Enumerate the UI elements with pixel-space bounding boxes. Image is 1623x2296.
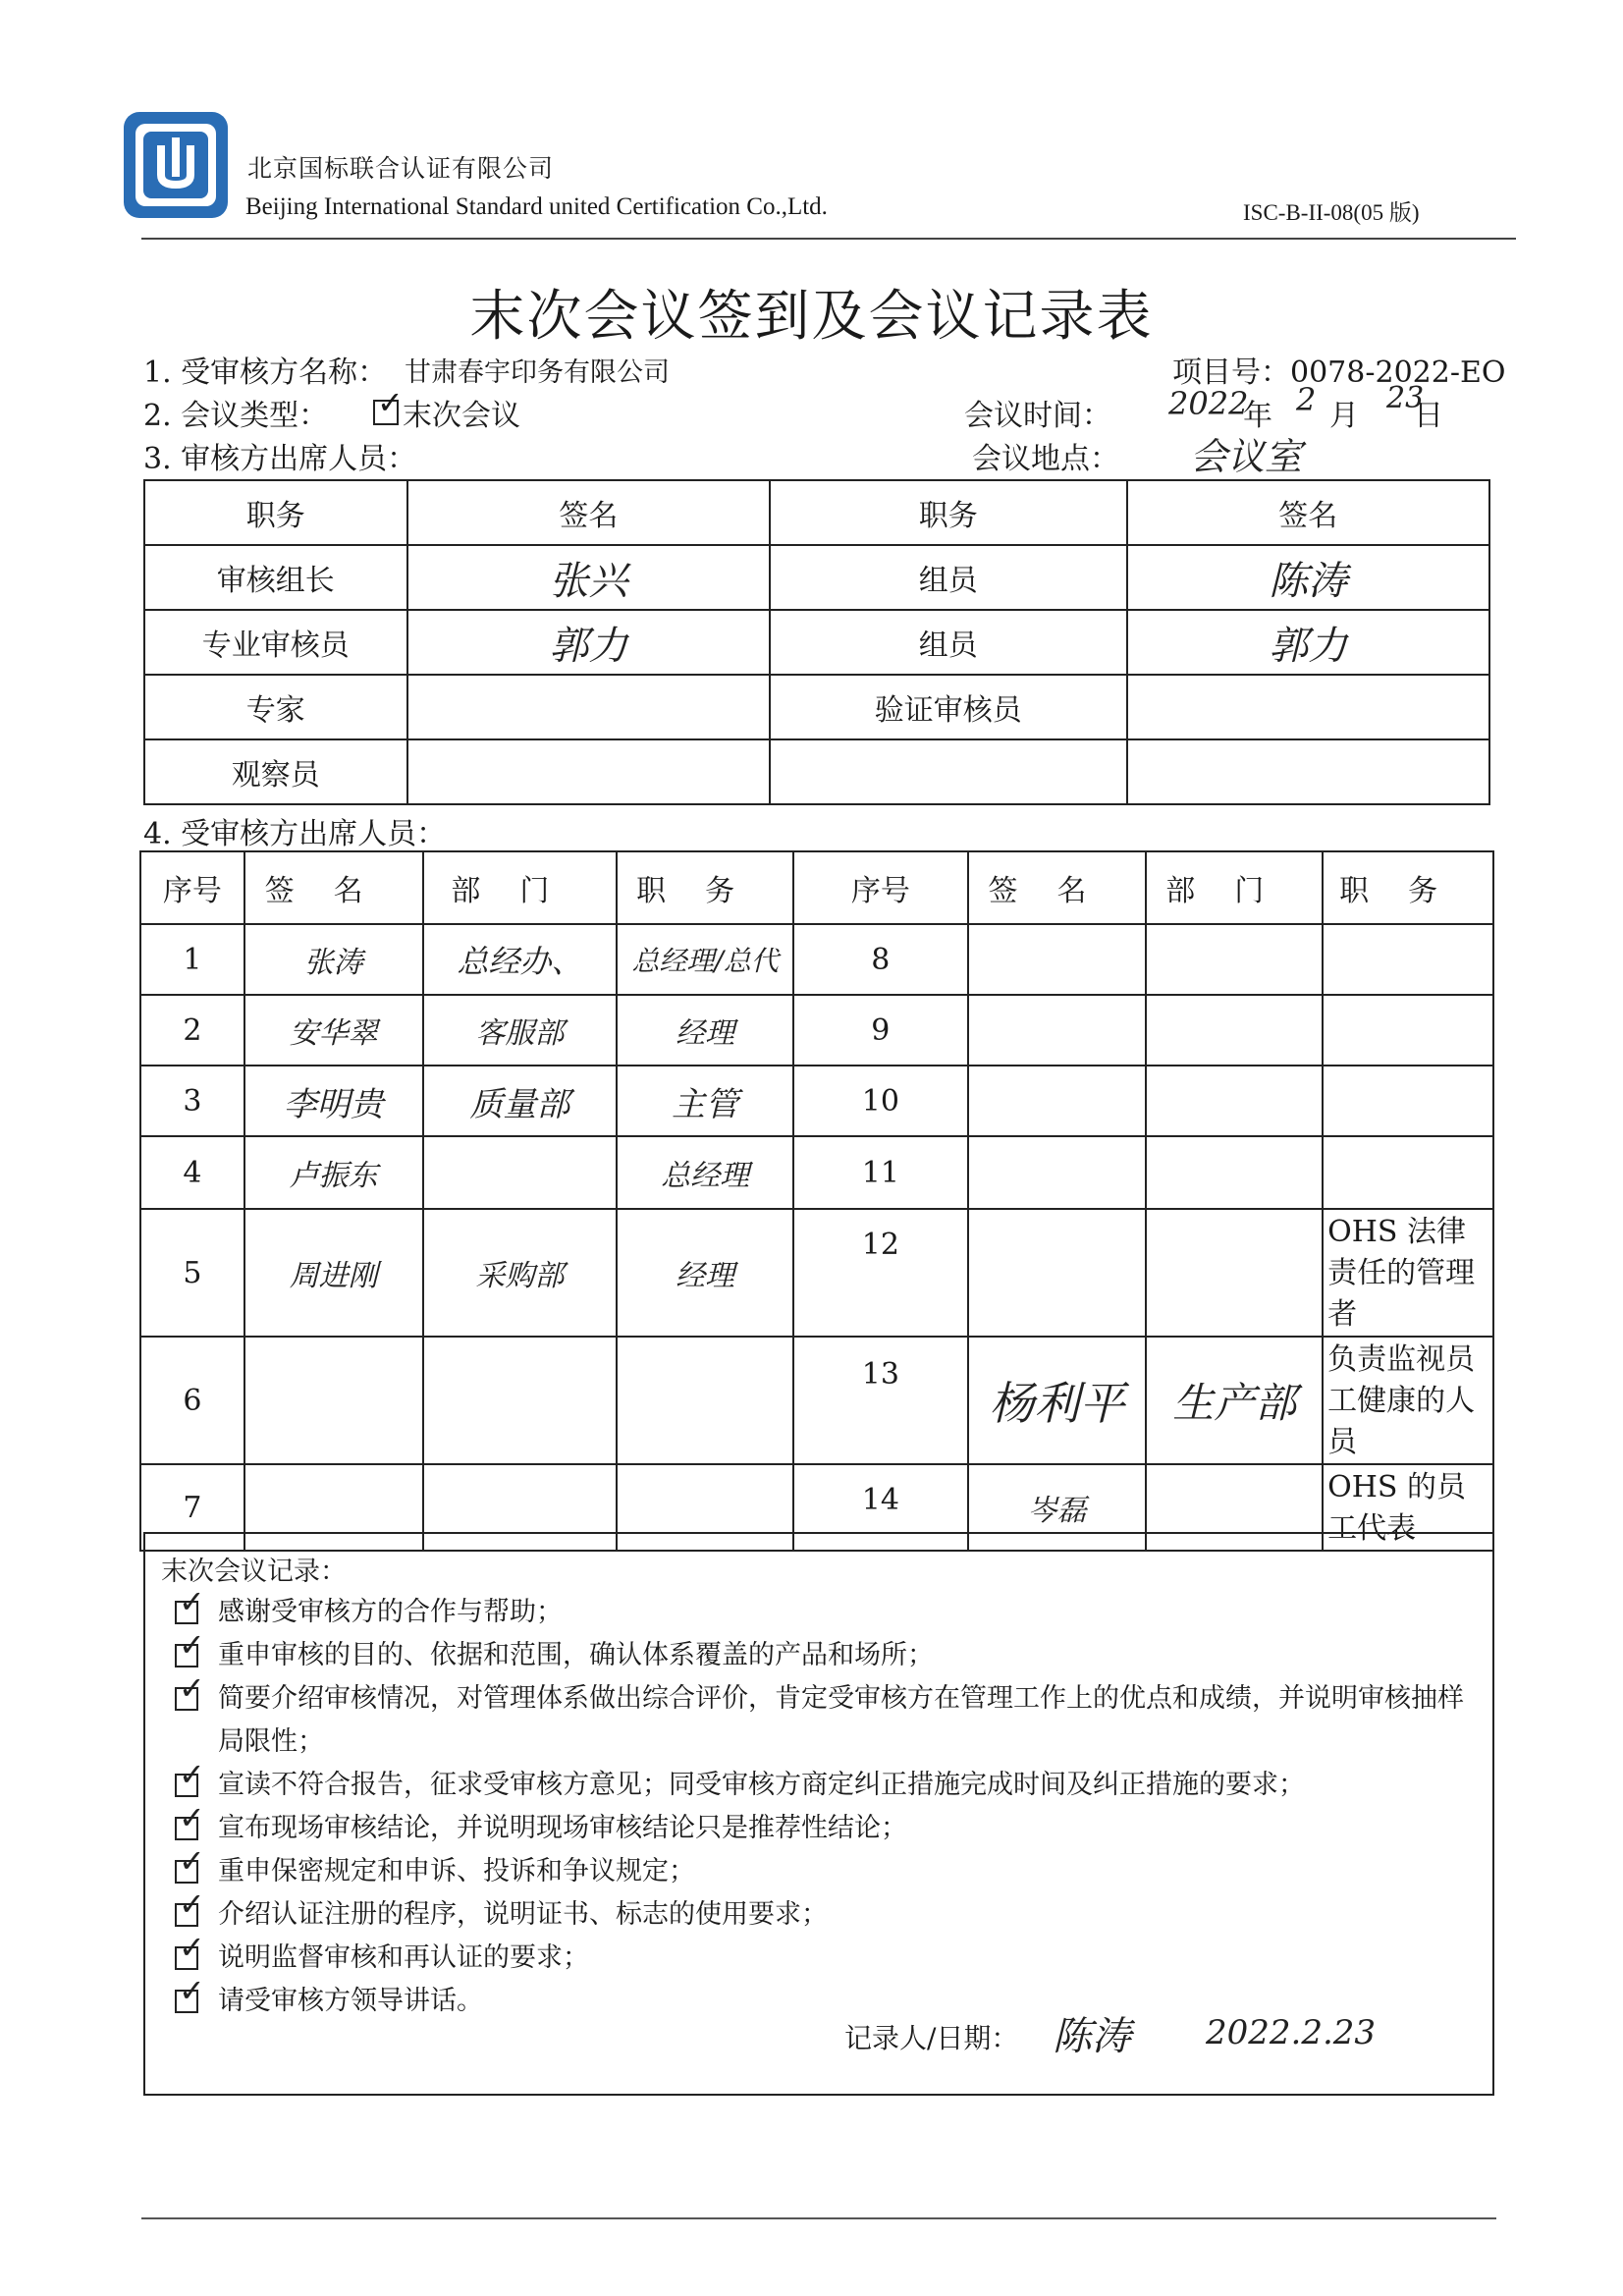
header-number: 序号 xyxy=(793,851,968,924)
number-cell: 11 xyxy=(793,1136,968,1209)
role-cell: 专业审核员 xyxy=(144,610,407,675)
attendee-row xyxy=(140,1136,1493,1209)
signature-cell: 郭力 xyxy=(407,610,770,675)
attendee-row xyxy=(140,995,1493,1066)
header-role: 职务 xyxy=(770,480,1126,545)
minutes-item-text: 重申审核的目的、依据和范围，确认体系覆盖的产品和场所； xyxy=(218,1640,934,1670)
checkbox-icon xyxy=(175,1644,198,1667)
signature-cell: 安华翠 xyxy=(244,995,423,1066)
role-cell: 专家 xyxy=(144,675,407,739)
form-code: ISC-B-II-08(05 版) xyxy=(1243,200,1420,225)
position-cell xyxy=(1323,995,1493,1066)
position-cell: 经理 xyxy=(617,995,793,1066)
minutes-item xyxy=(175,1634,1485,1677)
department-cell xyxy=(423,1136,618,1209)
number-cell: 14 xyxy=(793,1464,968,1551)
meeting-day: 23 xyxy=(1386,381,1425,415)
position-cell xyxy=(617,1337,793,1464)
signature-cell xyxy=(968,1066,1147,1136)
department-cell xyxy=(1146,1136,1323,1209)
role-cell: 组员 xyxy=(770,545,1126,610)
checkbox-icon xyxy=(175,1687,198,1711)
meeting-place-label: 会议地点： xyxy=(972,442,1119,476)
meeting-time-label: 会议时间： xyxy=(964,399,1111,433)
minutes-item-text: 介绍认证注册的程序，说明证书、标志的使用要求； xyxy=(218,1899,828,1930)
meeting-type-checkbox xyxy=(373,384,404,425)
minutes-item-text: 宣布现场审核结论，并说明现场审核结论只是推荐性结论； xyxy=(218,1813,907,1843)
header-signature: 签名 xyxy=(244,851,423,924)
minutes-item xyxy=(175,1764,1485,1807)
department-cell: 生产部 xyxy=(1146,1337,1323,1464)
header-position: 职务 xyxy=(1323,851,1493,924)
number-cell: 6 xyxy=(140,1337,244,1464)
signature-cell: 杨利平 xyxy=(968,1337,1147,1464)
minutes-item xyxy=(175,1937,1485,1980)
number-cell: 1 xyxy=(140,924,244,995)
signature-cell xyxy=(407,739,770,804)
minutes-item-text: 感谢受审核方的合作与帮助； xyxy=(218,1597,563,1627)
position-cell: 主管 xyxy=(617,1066,793,1136)
signature-cell: 郭力 xyxy=(1127,610,1489,675)
number-cell: 5 xyxy=(140,1209,244,1337)
signature-cell xyxy=(244,1337,423,1464)
minutes-item xyxy=(175,1591,1485,1634)
department-cell: 总经办、 xyxy=(423,924,618,995)
minutes-item-text: 说明监督审核和再认证的要求； xyxy=(218,1942,589,1973)
header-signature: 签名 xyxy=(1127,480,1489,545)
attendee-row xyxy=(140,1337,1493,1464)
header-department: 部门 xyxy=(423,851,618,924)
department-cell xyxy=(1146,924,1323,995)
company-name-en: Beijing International Standard united Certification Co.,Ltd. xyxy=(245,193,828,220)
checkbox-icon xyxy=(175,1601,198,1624)
meeting-day-suffix: 日 xyxy=(1414,399,1443,433)
company-name-cn: 北京国标联合认证有限公司 xyxy=(247,154,555,183)
meeting-type-label: 2. 会议类型： xyxy=(143,399,329,433)
department-cell xyxy=(1146,1066,1323,1136)
signature-cell: 陈涛 xyxy=(1127,545,1489,610)
role-cell: 组员 xyxy=(770,610,1126,675)
meeting-month: 2 xyxy=(1296,381,1317,418)
number-cell: 7 xyxy=(140,1464,244,1551)
attendee-row xyxy=(140,924,1493,995)
signature-cell: 岑磊 xyxy=(968,1464,1147,1551)
meeting-type-value: 末次会议 xyxy=(403,399,520,433)
signature-cell xyxy=(968,924,1147,995)
meeting-minutes-box xyxy=(143,1532,1494,2096)
position-cell: 总经理 xyxy=(617,1136,793,1209)
signature-cell: 张涛 xyxy=(244,924,423,995)
minutes-item-text: 宣读不符合报告，征求受审核方意见；同受审核方商定纠正措施完成时间及纠正措施的要求； xyxy=(218,1770,1305,1800)
position-cell: OHS 的员工代表 xyxy=(1323,1464,1493,1551)
auditor-attendance-table xyxy=(143,479,1490,805)
department-cell: 采购部 xyxy=(423,1209,618,1337)
position-cell: 经理 xyxy=(617,1209,793,1337)
number-cell: 10 xyxy=(793,1066,968,1136)
header-signature: 签名 xyxy=(968,851,1147,924)
checkbox-icon xyxy=(175,1860,198,1884)
signature-cell: 卢振东 xyxy=(244,1136,423,1209)
header-department: 部门 xyxy=(1146,851,1323,924)
meeting-place-value: 会议室 xyxy=(1190,435,1303,478)
project-number: 项目号：0078-2022-EO xyxy=(1172,355,1506,390)
signature-cell xyxy=(407,675,770,739)
minutes-title: 末次会议记录： xyxy=(161,1557,347,1587)
role-cell xyxy=(770,739,1126,804)
department-cell xyxy=(1146,995,1323,1066)
auditor-row xyxy=(144,545,1489,610)
minutes-item-text: 重申保密规定和申诉、投诉和争议规定； xyxy=(218,1856,695,1886)
company-logo xyxy=(122,110,230,220)
number-cell: 4 xyxy=(140,1136,244,1209)
auditor-attendees-label: 3. 审核方出席人员： xyxy=(143,442,417,476)
minutes-item xyxy=(175,1807,1485,1850)
auditor-row xyxy=(144,610,1489,675)
department-cell xyxy=(423,1337,618,1464)
position-cell xyxy=(1323,1066,1493,1136)
attendee-row xyxy=(140,1066,1493,1136)
auditor-table-header xyxy=(144,480,1489,545)
recorder-signature: 陈涛 xyxy=(1053,2014,1131,2059)
header-divider xyxy=(141,238,1516,240)
checkbox-icon xyxy=(175,1990,198,2013)
number-cell: 8 xyxy=(793,924,968,995)
checkbox-icon xyxy=(175,1946,198,1970)
meeting-month-suffix: 月 xyxy=(1329,399,1359,433)
auditor-row xyxy=(144,675,1489,739)
checkbox-icon xyxy=(175,1774,198,1797)
position-cell: 总经理/总代 xyxy=(617,924,793,995)
number-cell: 9 xyxy=(793,995,968,1066)
signature-cell xyxy=(968,995,1147,1066)
position-cell xyxy=(1323,1136,1493,1209)
document-title: 末次会议签到及会议记录表 xyxy=(469,285,1154,349)
number-cell: 12 xyxy=(793,1209,968,1337)
checkbox-icon xyxy=(175,1903,198,1927)
checkbox-icon xyxy=(175,1817,198,1840)
meeting-year-suffix: 年 xyxy=(1243,399,1272,433)
recorder-date: 2022.2.23 xyxy=(1206,2013,1377,2052)
attendee-table-header xyxy=(140,851,1493,924)
department-cell: 质量部 xyxy=(423,1066,618,1136)
signature-cell: 李明贵 xyxy=(244,1066,423,1136)
recorder-label: 记录人/日期： xyxy=(844,2022,1019,2054)
minutes-item xyxy=(175,1893,1485,1937)
role-cell: 观察员 xyxy=(144,739,407,804)
minutes-item xyxy=(175,1850,1485,1893)
signature-cell: 周进刚 xyxy=(244,1209,423,1337)
footer-divider xyxy=(141,2217,1496,2219)
header-position: 职务 xyxy=(617,851,793,924)
number-cell: 2 xyxy=(140,995,244,1066)
role-cell: 审核组长 xyxy=(144,545,407,610)
signature-cell xyxy=(1127,675,1489,739)
department-cell: 客服部 xyxy=(423,995,618,1066)
attendee-row xyxy=(140,1209,1493,1337)
meeting-year: 2022 xyxy=(1168,385,1249,422)
auditee-attendees-label: 4. 受审核方出席人员： xyxy=(143,817,447,851)
minutes-item-text: 简要介绍审核情况，对管理体系做出综合评价，肯定受审核方在管理工作上的优点和成绩，并说明审核抽样局限性； xyxy=(218,1683,1464,1757)
header-number: 序号 xyxy=(140,851,244,924)
auditor-row xyxy=(144,739,1489,804)
department-cell xyxy=(1146,1209,1323,1337)
position-cell xyxy=(1323,924,1493,995)
number-cell: 3 xyxy=(140,1066,244,1136)
header-signature: 签名 xyxy=(407,480,770,545)
auditee-name: 甘肃春宇印务有限公司 xyxy=(405,357,670,388)
number-cell: 13 xyxy=(793,1337,968,1464)
auditee-attendance-table xyxy=(139,850,1494,1552)
signature-cell: 张兴 xyxy=(407,545,770,610)
signature-cell xyxy=(968,1136,1147,1209)
minutes-item xyxy=(175,1677,1485,1764)
position-cell: OHS 法律责任的管理者 xyxy=(1323,1209,1493,1337)
auditee-label: 1. 受审核方名称： xyxy=(143,355,388,390)
minutes-item-text: 请受审核方领导讲话。 xyxy=(218,1986,483,2016)
signature-cell xyxy=(1127,739,1489,804)
header-role: 职务 xyxy=(144,480,407,545)
position-cell: 负责监视员工健康的人员 xyxy=(1323,1337,1493,1464)
signature-cell xyxy=(968,1209,1147,1337)
role-cell: 验证审核员 xyxy=(770,675,1126,739)
check-mark-icon: ✓ xyxy=(377,384,404,421)
